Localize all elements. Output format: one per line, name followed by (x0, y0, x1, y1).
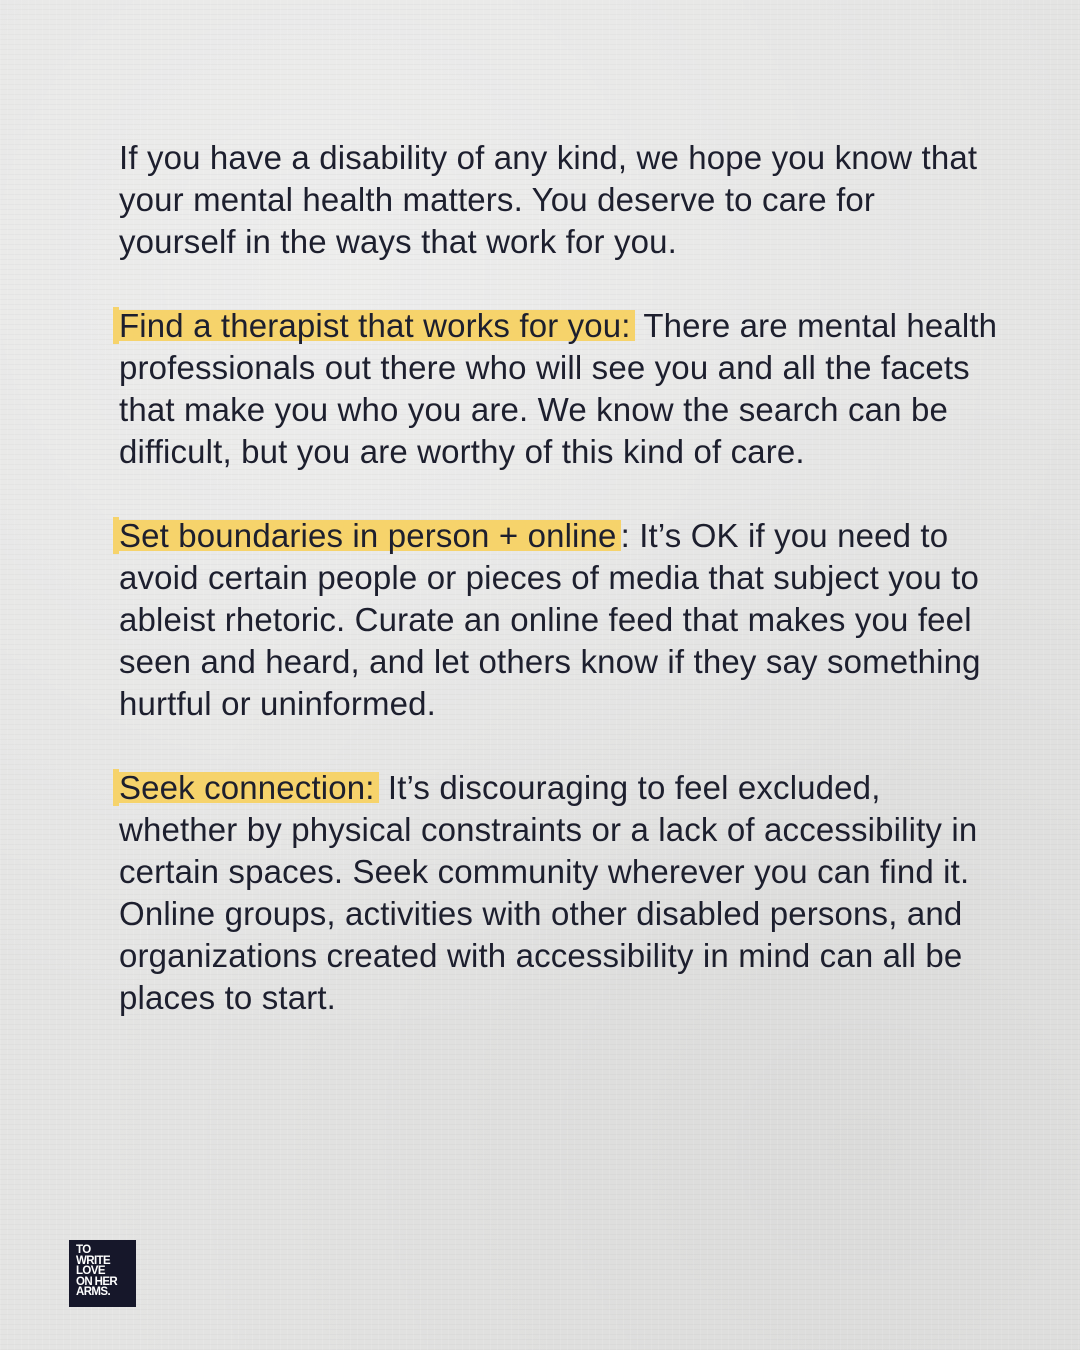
tip-boundaries-text: : It’s OK if you need to avoid certain people or pieces of media that subject you to ableist rhetoric. Curate an online feed that makes you feel seen and heard, and let others know if they say something hurtful or uninformed. (119, 517, 981, 722)
tip-connection-text: It’s discouraging to feel excluded, whether by physical constraints or a lack of accessibility in certain spaces. Seek community wherever you can find it. Online groups, activities with other disabled persons, and organizations created with accessibility in mind can all be places to start. (119, 769, 978, 1016)
tip-boundaries-heading: Set boundaries in person + online (119, 517, 621, 554)
tip-therapist-heading: Find a therapist that works for you: (119, 307, 635, 344)
intro-paragraph (119, 137, 999, 263)
tip-therapist-paragraph (119, 305, 999, 473)
logo-line: WRITE (76, 1254, 111, 1267)
tip-therapist-text: There are mental health professionals out there who will see you and all the facets that make you who you are. We know the search can be difficult, but you are worthy of this kind of care. (119, 307, 998, 470)
logo-line: LOVE (76, 1265, 105, 1278)
article-body (119, 137, 999, 1019)
intro-text: If you have a disability of any kind, we hope you know that your mental health matters. You deserve to care for yourself in the ways that work for you. (119, 139, 978, 260)
twloha-logo (69, 1240, 136, 1307)
tip-boundaries-paragraph (119, 515, 999, 725)
logo-line: ARMS. (76, 1286, 111, 1299)
logo-line: TO (76, 1244, 91, 1256)
logo-line: ON HER (76, 1275, 118, 1288)
tip-connection-heading: Seek connection: (119, 769, 379, 806)
tip-connection-paragraph (119, 767, 999, 1019)
